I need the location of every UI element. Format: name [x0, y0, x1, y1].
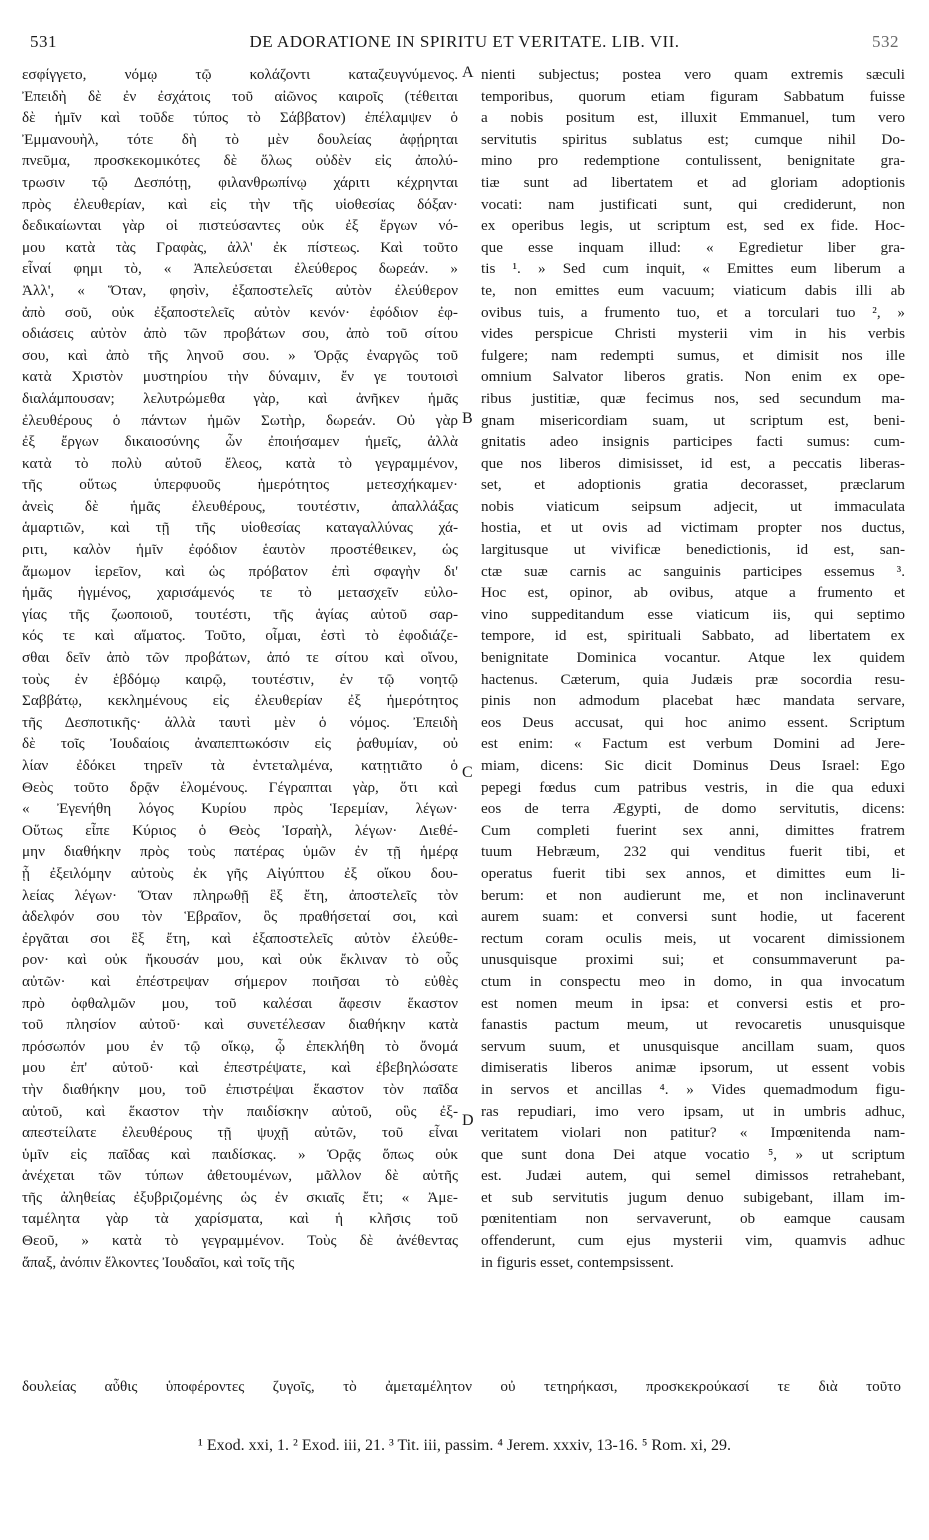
greek-text-line: κατὰ Χριστὸν μυστηρίου τὴν δύναμιν, ἔν γε τουτοισὶ	[22, 368, 458, 386]
margin-letter-d: D	[462, 1112, 474, 1129]
margin-letter-a: A	[462, 64, 474, 81]
greek-text-line: ἀδελφόν σου τὸν Ἑβραῖον, ὃς πραθήσεταί σοι, καὶ	[22, 908, 458, 926]
latin-text-line: mino pro redemptione contulissent, benignitate gra-	[481, 152, 905, 170]
latin-text-line: veritatem violari non patitur? « Impœnitenda nam-	[481, 1124, 905, 1142]
latin-text-line: est. Judæi autem, qui semel dimissos retrahebant,	[481, 1167, 905, 1185]
latin-text-line: pœnitentiam non servaverunt, ob eamque causam	[481, 1210, 905, 1228]
running-title: DE ADORATIONE IN SPIRITU ET VERITATE. LIB. VII.	[249, 32, 680, 51]
greek-text-line: ρον· καὶ οὐκ ἤκουσάν μου, καὶ οὐκ ἔκλιναν τὸ οὖς	[22, 951, 458, 969]
latin-column	[481, 64, 905, 1273]
greek-text-line: ὑμῖν εἰς παῖδας καὶ παιδίσκας. » Ὁρᾷς ὅπως οὐκ	[22, 1145, 458, 1163]
latin-text-line: in figuris esset, contempsissent.	[481, 1253, 674, 1271]
latin-text-line: eos de terra Ægypti, de domo servitutis, dicens:	[481, 800, 905, 818]
greek-text-line: κός τε καὶ αἵματος. Τοῦτο, οἶμαι, ἐστὶ τὸ ἐφοδιάζε-	[22, 627, 458, 645]
greek-text-line: Ἐμμανουὴλ, τότε δὴ τὸ μὲν δουλείας ἀφῄρηται	[22, 130, 458, 148]
latin-text-line: hactenus. Cæterum, quia Judæis præ socordia resu-	[481, 670, 905, 688]
greek-text-line: ἅπαξ, ἀνόπιν ἕλκοντες Ἰουδαῖοι, καὶ τοῖς τῆς	[22, 1253, 295, 1271]
latin-text-line: tempore, id est, spirituali Sabbato, ad libertatem ex	[481, 627, 905, 645]
greek-text-line: κατὰ τὸ πολὺ αὐτοῦ ἔλεος, κατὰ τὸ γεγραμμένον,	[22, 454, 458, 472]
greek-text-line: δὲ τοῖς Ἰουδαίοις ἀναπεπτωκόσιν εἰς ῥαθυμίαν, οὐ	[22, 735, 458, 753]
greek-text-line: ἀνεὶς δὲ ἡμᾶς ἐλευθέρους, τουτέστιν, ἀπαλλάξας	[22, 497, 458, 515]
latin-text-line: temporibus, quorum etiam figuram Sabbatum fuisse	[481, 87, 905, 105]
greek-text-line: λίαν ἐδόκει τηρεῖν τὰ ἐντεταλμένα, κατῃτιᾶτο ὁ	[22, 757, 458, 774]
footnotes: ¹ Exod. xxi, 1. ² Exod. iii, 21. ³ Tit. iii, passim. ⁴ Jerem. xxxiv, 13-16. ⁵ Rom. xi, 29.	[198, 1437, 731, 1454]
greek-text-line: Θεοῦ, » κατὰ τὸ γεγραμμένον. Τοὺς δὲ ἀνέθεντας	[22, 1232, 458, 1250]
latin-text-line: tuum Hebræum, 232 qui venditus fuerit tibi, et	[481, 843, 905, 861]
latin-text-line: miam, dicens: Sic dicit Dominus Deus Israel: Ego	[481, 757, 905, 774]
latin-text-line: servum suum, et unusquisque ancillam suam, quos	[481, 1037, 905, 1055]
greek-text-line: σου, καὶ ἀπὸ τῆς ληνοῦ σου. » Ὁρᾷς ἐναργῶς τοῦ	[22, 346, 458, 364]
greek-text-line: τῆς οὕτως ὑπερφυοῦς ἡμερότητος μετεσχήκαμεν·	[22, 476, 458, 494]
latin-text-line: ras repudiari, imo vero ipsam, ut in umbris adhuc,	[481, 1102, 905, 1120]
latin-text-line: est nomen meum in ipsa: et conversi estis et pro-	[481, 994, 905, 1012]
latin-text-line: Cum completi fuerint sex anni, dimittes fratrem	[481, 821, 905, 839]
greek-text-line: ἀπὸ σοῦ, οὐκ ἐξαποστελεῖς αὐτὸν κενόν· ἐφόδιον ἐφ-	[22, 303, 458, 321]
latin-text-line: gnam misericordiam suam, ut scriptum est, beni-	[481, 411, 905, 429]
latin-text-line: Hoc est, opinor, ab ovibus, atque a frumento et	[481, 584, 905, 602]
latin-text-line: que nos liberos dimisisset, id est, a peccatis liberas-	[481, 454, 905, 472]
greek-text-line: τῆς Δεσποτικῆς· ἀλλὰ ταυτὶ μὲν ὁ νόμος. Ἐπειδὴ	[22, 713, 458, 731]
latin-text-line: largitusque ut vivificæ benedictionis, id est, san-	[481, 541, 905, 559]
margin-letter-b: B	[462, 410, 473, 427]
latin-text-line: dimiseratis liberos animæ ipsorum, ut essent vobis	[481, 1059, 905, 1077]
latin-text-line: ex operibus legis, ut scriptum est, sed ex fide. Hoc-	[481, 217, 905, 235]
greek-text-line: τοὺς ἐν ἑβδόμῳ καιρῷ, τουτέστιν, ἐν τῷ νοητῷ	[22, 670, 458, 688]
greek-text-line: οδιάσεις αὐτὸν ἀπὸ τῶν προβάτων σου, ἀπὸ τοῦ σίτου	[22, 325, 458, 343]
page-number-right: 532	[872, 32, 899, 51]
latin-text-line: rectum coram oculis meis, ut vocarent dimissionem	[481, 929, 905, 947]
greek-text-line: Σαββάτῳ, κεκλημένους εἰς ἐλευθερίαν ἐξ ἡμερότητος	[22, 692, 458, 710]
latin-text-line: offenderunt, cum ejus mysterii vim, quamvis adhuc	[481, 1232, 905, 1250]
greek-text-line: ἀνέχεται τῶν τύπων ἀθετουμένων, μᾶλλον δὲ αὐτῆς	[22, 1167, 458, 1185]
latin-text-line: ctum in conspectu meo in domo, in qua invocatum	[481, 972, 905, 990]
page-number-left: 531	[30, 32, 57, 51]
greek-text-line: ἐλευθέρους ὁ πάντων ἡμῶν Σωτὴρ, δωρεάν. Οὐ γὰρ	[22, 411, 458, 429]
margin-letter-c: C	[462, 764, 473, 781]
greek-column	[22, 64, 458, 1273]
greek-text-line: « Ἐγενήθη λόγος Κυρίου πρὸς Ἱερεμίαν, λέγων·	[22, 800, 458, 818]
latin-text-line: vides perspicue Christi mysterii vim in his verbis	[481, 325, 905, 343]
greek-text-line: Θεὸς τοῦτο δρᾷν ἑλομένους. Γέγραπται γὰρ, ὅτι καὶ	[22, 778, 458, 796]
greek-text-line: ἡμᾶς ἠγμένος, χαρισάμενός τε τὸ μετασχεῖν εὐλο-	[22, 584, 458, 602]
greek-text-line: μην διαθήκην πρὸς τοὺς πατέρας ὑμῶν ἐν τῇ ἡμέρᾳ	[22, 843, 458, 861]
latin-text-line: te, non emittes eum vacuum; viaticum dabis illi ab	[481, 281, 905, 299]
latin-text-line: unusquisque proximi sui; et consummaverunt pa-	[481, 951, 905, 969]
greek-text-line: πρόσωπόν μου ἐν τῷ οἴκῳ, ᾧ ἐπεκλήθη τὸ ὄνομά	[22, 1037, 458, 1055]
latin-text-line: vino suppeditandum esse viaticum iis, qui septimo	[481, 605, 905, 623]
greek-text-line: πρὸς ἐλευθερίαν, καὶ εἰς τὴν τῆς υἱοθεσίας δόξαν·	[22, 195, 458, 213]
greek-text-line: ριτι, καλὸν ἡμῖν ἐφόδιον ἑαυτὸν προστέθεικεν, ὡς	[22, 541, 458, 559]
greek-text-line: απεστείλατε ἐλευθέρους τῇ ψυχῇ αὐτῶν, τοῦ εἶναι	[22, 1124, 458, 1142]
latin-text-line: et sub servitutis jugum denuo subigebant, illam im-	[481, 1188, 905, 1206]
greek-text-line: ἐργᾶται σοι ἓξ ἔτη, καὶ ἐξαποστελεῖς αὐτὸν ἐλεύθε-	[22, 929, 458, 947]
greek-text-line: τῆς ἀληθείας ἐξυβριζομένης ὡς ἐν σκιαῖς ἔτι; « Ἀμε-	[22, 1188, 458, 1206]
latin-text-line: gnitatis adeo insignis participes facti sumus: cum-	[481, 433, 905, 451]
latin-text-line: benignitate Dominica vocantur. Atque lex quidem	[481, 649, 905, 667]
greek-text-line: μου κατὰ τὰς Γραφὰς, ἀλλ' ἐκ πίστεως. Καὶ τοῦτο	[22, 238, 458, 256]
greek-text-line: τοῦ πλησίον αὐτοῦ· καὶ συνετέλεσαν διαθήκην κατὰ	[22, 1016, 458, 1034]
greek-text-line: τρωσιν τῷ Δεσπότῃ, φιλανθρωπίνῳ χάριτι κέχρηνται	[22, 173, 458, 191]
latin-text-line: in servos et ancillas ⁴. » Vides quemadmodum figu-	[481, 1080, 905, 1098]
latin-text-line: tiæ sunt ad libertatem et ad gloriam adoptionis	[481, 173, 905, 191]
latin-text-line: a nobis positum est, illuxit Emmanuel, tum vero	[481, 109, 905, 127]
latin-text-line: aurem suam: et conversi sunt hodie, ut facerent	[481, 908, 905, 926]
greek-text-line: ἐξ ἔργων δικαιοσύνης ὧν ἐποιήσαμεν ἡμεῖς, ἀλλὰ	[22, 433, 458, 451]
latin-text-line: ribus justitiæ, quæ fecimus nos, sed secundum ma-	[481, 389, 905, 407]
greek-text-line: Οὕτως εἶπε Κύριος ὁ Θεὸς Ἰσραὴλ, λέγων· Διεθέ-	[22, 821, 458, 839]
greek-text-line: ᾗ ἐξειλόμην αὐτοὺς ἐκ γῆς Αἰγύπτου ἐξ οἴκου δου-	[22, 864, 458, 882]
greek-text-line: δεδικαίωνται γὰρ οἱ πιστεύσαντες οὐκ ἐξ ἔργων νό-	[22, 217, 458, 235]
greek-text-line: ταμέλητα γὰρ τὰ χαρίσματα, καὶ ἡ κλῆσις τοῦ	[22, 1210, 458, 1228]
latin-text-line: eos Deus accusat, qui hoc animo essent. Scriptum	[481, 713, 905, 731]
latin-text-line: omnium Salvator liberos gratis. Non enim ex ope-	[481, 368, 905, 386]
latin-text-line: que sunt dona Dei atque vocatio ⁵, » ut scriptum	[481, 1145, 905, 1163]
full-width-closing-line: δουλείας αὖθις ὑποφέροντες ζυγοῖς, τὸ ἀμεταμέλητον οὐ τετηρήκασι, προσκεκρούκασί τε διὰ τοῦτο	[22, 1378, 901, 1395]
latin-text-line: vocati: nam justificati sunt, qui crediderunt, non	[481, 195, 905, 213]
latin-text-line: operatus fuerit tibi sex annos, et dimittes eum li-	[481, 864, 905, 882]
latin-text-line: nienti subjectus; postea vero quam extremis sæculi	[481, 66, 905, 83]
latin-text-line: pepegi fœdus cum patribus vestris, in die qua eduxi	[481, 778, 905, 796]
greek-text-line: Ἀλλ', « Ὅταν, φησὶν, ἐξαποστελεῖς αὐτὸν ἐλεύθερον	[22, 281, 458, 299]
latin-text-line: est enim: « Factum est verbum Domini ad Jere-	[481, 735, 905, 753]
greek-text-line: διαλάμπουσαν; λελυτρώμεθα γὰρ, καὶ ἀνῆκεν ἡμᾶς	[22, 389, 458, 407]
greek-text-line: Ἐπειδὴ δὲ ἐν ἐσχάτοις τοῦ αἰῶνος καιροῖς (τέθειται	[22, 87, 458, 105]
greek-text-line: πρὸ ὀφθαλμῶν μου, τοῦ καλέσαι ἄφεσιν ἕκαστον	[22, 994, 458, 1012]
greek-text-line: γίας τῆς ζωοποιοῦ, τουτέστι, τῆς ἁγίας αὐτοῦ σαρ-	[22, 605, 458, 623]
greek-text-line: εἶναί φημι τὸ, « Ἀπελεύσεται ἐλεύθερος δωρεάν. »	[22, 260, 458, 278]
latin-text-line: servitutis spiritus sublatus est; cumque nihil Do-	[481, 130, 905, 148]
greek-text-line: μου ἐπ' αὐτοῦ· καὶ ἐπεστρέψατε, καὶ ἐβεβηλώσατε	[22, 1059, 458, 1077]
greek-text-line: ἄμωμον ἱερεῖον, καὶ ὡς πρόβατον ἐπὶ σφαγὴν δι'	[22, 562, 458, 580]
greek-text-line: αὐτοῦ, καὶ ἕκαστον τὴν παιδίσκην αὐτοῦ, οὓς ἐξ-	[22, 1102, 458, 1120]
latin-text-line: berum: et non audierunt me, et non inclinaverunt	[481, 886, 905, 904]
latin-text-line: ovibus tuis, a frumento tuo, et a torculari tuo ², »	[481, 303, 905, 321]
latin-text-line: hostia, et ut ovis ad victimam propter nos ductus,	[481, 519, 905, 537]
greek-text-line: ἁμαρτιῶν, καὶ τῇ τῆς υἱοθεσίας καταγαλλύνας χά-	[22, 519, 458, 537]
latin-text-line: nobis viaticum seipsum adjecit, ut immaculata	[481, 497, 905, 515]
greek-text-line: τὴν διαθήκην μου, τοῦ ἐπιστρέψαι ἕκαστον τὸν παῖδα	[22, 1080, 458, 1098]
latin-text-line: fulgere; nam redempti sumus, et dimisit nos ille	[481, 346, 905, 364]
latin-text-line: que esse inquam illud: « Egredietur liber gra-	[481, 238, 905, 256]
latin-text-line: tis ¹. » Sed cum inquit, « Emittes eum liberum a	[481, 260, 905, 278]
greek-text-line: λείας λέγων· Ὅταν πληρωθῇ ἓξ ἔτη, ἀποστελεῖς τὸν	[22, 886, 458, 904]
latin-text-line: set, et adoptionis gratia decorasset, præclarum	[481, 476, 905, 494]
greek-text-line: πνεῦμα, προσκεκομικότες δὲ ὅλως οὐδὲν εἰς ἀπολύ-	[22, 152, 458, 170]
greek-text-line: δὲ ἡμῖν καὶ τοῦδε τύπος τὸ Σάββατον) ἐπέλαμψεν ὁ	[22, 109, 458, 127]
greek-text-line: αὐτῶν· καὶ ἐπέστρεψαν σήμερον ποιῆσαι τὸ εὐθὲς	[22, 972, 458, 990]
latin-text-line: pinis non admodum placebat hæc mandata servare,	[481, 692, 905, 710]
latin-text-line: fanastis pactum meum, ut revocaretis unusquisque	[481, 1016, 905, 1034]
latin-text-line: ctæ suæ carnis ac sanguinis participes essemus ³.	[481, 562, 905, 580]
running-header	[30, 32, 899, 58]
greek-text-line: σθαι δεῖν ἀπὸ τῶν προβάτων, ἀπό τε σίτου καὶ οἴνου,	[22, 649, 458, 667]
greek-text-line: εσφίγγετο, νόμῳ τῷ κολάζοντι καταζευγνύμενος.	[22, 66, 458, 83]
